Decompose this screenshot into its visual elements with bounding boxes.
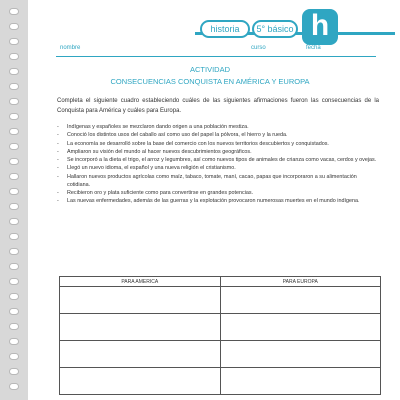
answer-cell[interactable] bbox=[60, 314, 221, 341]
list-item: - Hallaron nuevos productos agrícolas como maíz, tabaco, tomate, maní, cacao, papas que incorporaron a su alimentación cotidiana. bbox=[57, 173, 379, 189]
binding-ring-icon bbox=[9, 83, 19, 90]
binding-ring-icon bbox=[9, 263, 19, 270]
list-item: - Recibieron oro y plata suficiente como para convertirse en grandes potencias. bbox=[57, 189, 379, 197]
notebook-binding bbox=[0, 0, 28, 400]
binding-ring-icon bbox=[9, 233, 19, 240]
statement-list bbox=[57, 123, 379, 206]
list-item: - Ampliaron su visión del mundo al hacer nuevos descubrimientos geográficos. bbox=[57, 148, 379, 156]
binding-ring-icon bbox=[9, 383, 19, 390]
binding-ring-icon bbox=[9, 98, 19, 105]
instructions-text: Completa el siguiente cuadro estableciendo cuáles de las siguientes afirmaciones fueron las consecuencias de la Conquista para América y cuáles para Europa. bbox=[57, 98, 379, 114]
binding-ring-icon bbox=[9, 278, 19, 285]
binding-ring-icon bbox=[9, 53, 19, 60]
binding-ring-icon bbox=[9, 8, 19, 15]
binding-ring-icon bbox=[9, 113, 19, 120]
binding-ring-icon bbox=[9, 218, 19, 225]
answer-cell[interactable] bbox=[220, 368, 381, 395]
binding-ring-icon bbox=[9, 308, 19, 315]
subject-badge: historia bbox=[200, 20, 250, 38]
activity-title: CONSECUENCIAS CONQUISTA EN AMÉRICA Y EUROPA bbox=[110, 77, 310, 86]
header-europa: PARA EUROPA bbox=[220, 277, 381, 287]
binding-ring-icon bbox=[9, 23, 19, 30]
binding-ring-icon bbox=[9, 203, 19, 210]
logo-h-icon: h bbox=[302, 9, 338, 45]
student-fields bbox=[56, 44, 376, 58]
binding-ring-icon bbox=[9, 353, 19, 360]
course-label: curso bbox=[251, 45, 266, 51]
grade-badge: 5° básico bbox=[252, 20, 298, 38]
header-america: PARA AMERICA bbox=[60, 277, 221, 287]
answer-cell[interactable] bbox=[220, 341, 381, 368]
answer-cell[interactable] bbox=[220, 287, 381, 314]
table-row bbox=[60, 287, 381, 314]
classification-table bbox=[59, 276, 381, 395]
answer-cell[interactable] bbox=[220, 314, 381, 341]
list-item: - Indígenas y españoles se mezclaron dando origen a una población mestiza. bbox=[57, 123, 379, 131]
binding-ring-icon bbox=[9, 158, 19, 165]
list-item: - Llegó un nuevo idioma, el español y una nueva religión el cristianismo. bbox=[57, 164, 379, 172]
binding-ring-icon bbox=[9, 338, 19, 345]
table-row bbox=[60, 341, 381, 368]
binding-ring-icon bbox=[9, 293, 19, 300]
binding-ring-icon bbox=[9, 143, 19, 150]
name-label: nombre bbox=[60, 45, 81, 51]
binding-ring-icon bbox=[9, 173, 19, 180]
binding-ring-icon bbox=[9, 323, 19, 330]
table-header-row bbox=[60, 277, 381, 287]
list-item: - Se incorporó a la dieta el trigo, el arroz y legumbres, así como nuevos tipos de animales de crianza como vacas, cerdos y ovejas. bbox=[57, 156, 379, 164]
list-item: - La economía se desarrolló sobre la base del comercio con los nuevos territorios descubiertos y conquistados. bbox=[57, 140, 379, 148]
binding-ring-icon bbox=[9, 128, 19, 135]
fields-underline bbox=[56, 56, 376, 57]
table-row bbox=[60, 314, 381, 341]
activity-label: ACTIVIDAD bbox=[189, 65, 230, 74]
answer-cell[interactable] bbox=[60, 287, 221, 314]
binding-ring-icon bbox=[9, 68, 19, 75]
answer-cell[interactable] bbox=[60, 368, 221, 395]
date-label: fecha bbox=[306, 45, 321, 51]
table-row bbox=[60, 368, 381, 395]
list-item: - Las nuevas enfermedades, además de las guerras y la explotación provocaron numerosas muertes en el mundo indígena. bbox=[57, 197, 379, 205]
binding-ring-icon bbox=[9, 38, 19, 45]
binding-ring-icon bbox=[9, 248, 19, 255]
binding-ring-icon bbox=[9, 368, 19, 375]
binding-ring-icon bbox=[9, 188, 19, 195]
list-item: - Conoció los distintos usos del caballo así como uso del papel la pólvora, el hierro y la rueda. bbox=[57, 131, 379, 139]
answer-cell[interactable] bbox=[60, 341, 221, 368]
